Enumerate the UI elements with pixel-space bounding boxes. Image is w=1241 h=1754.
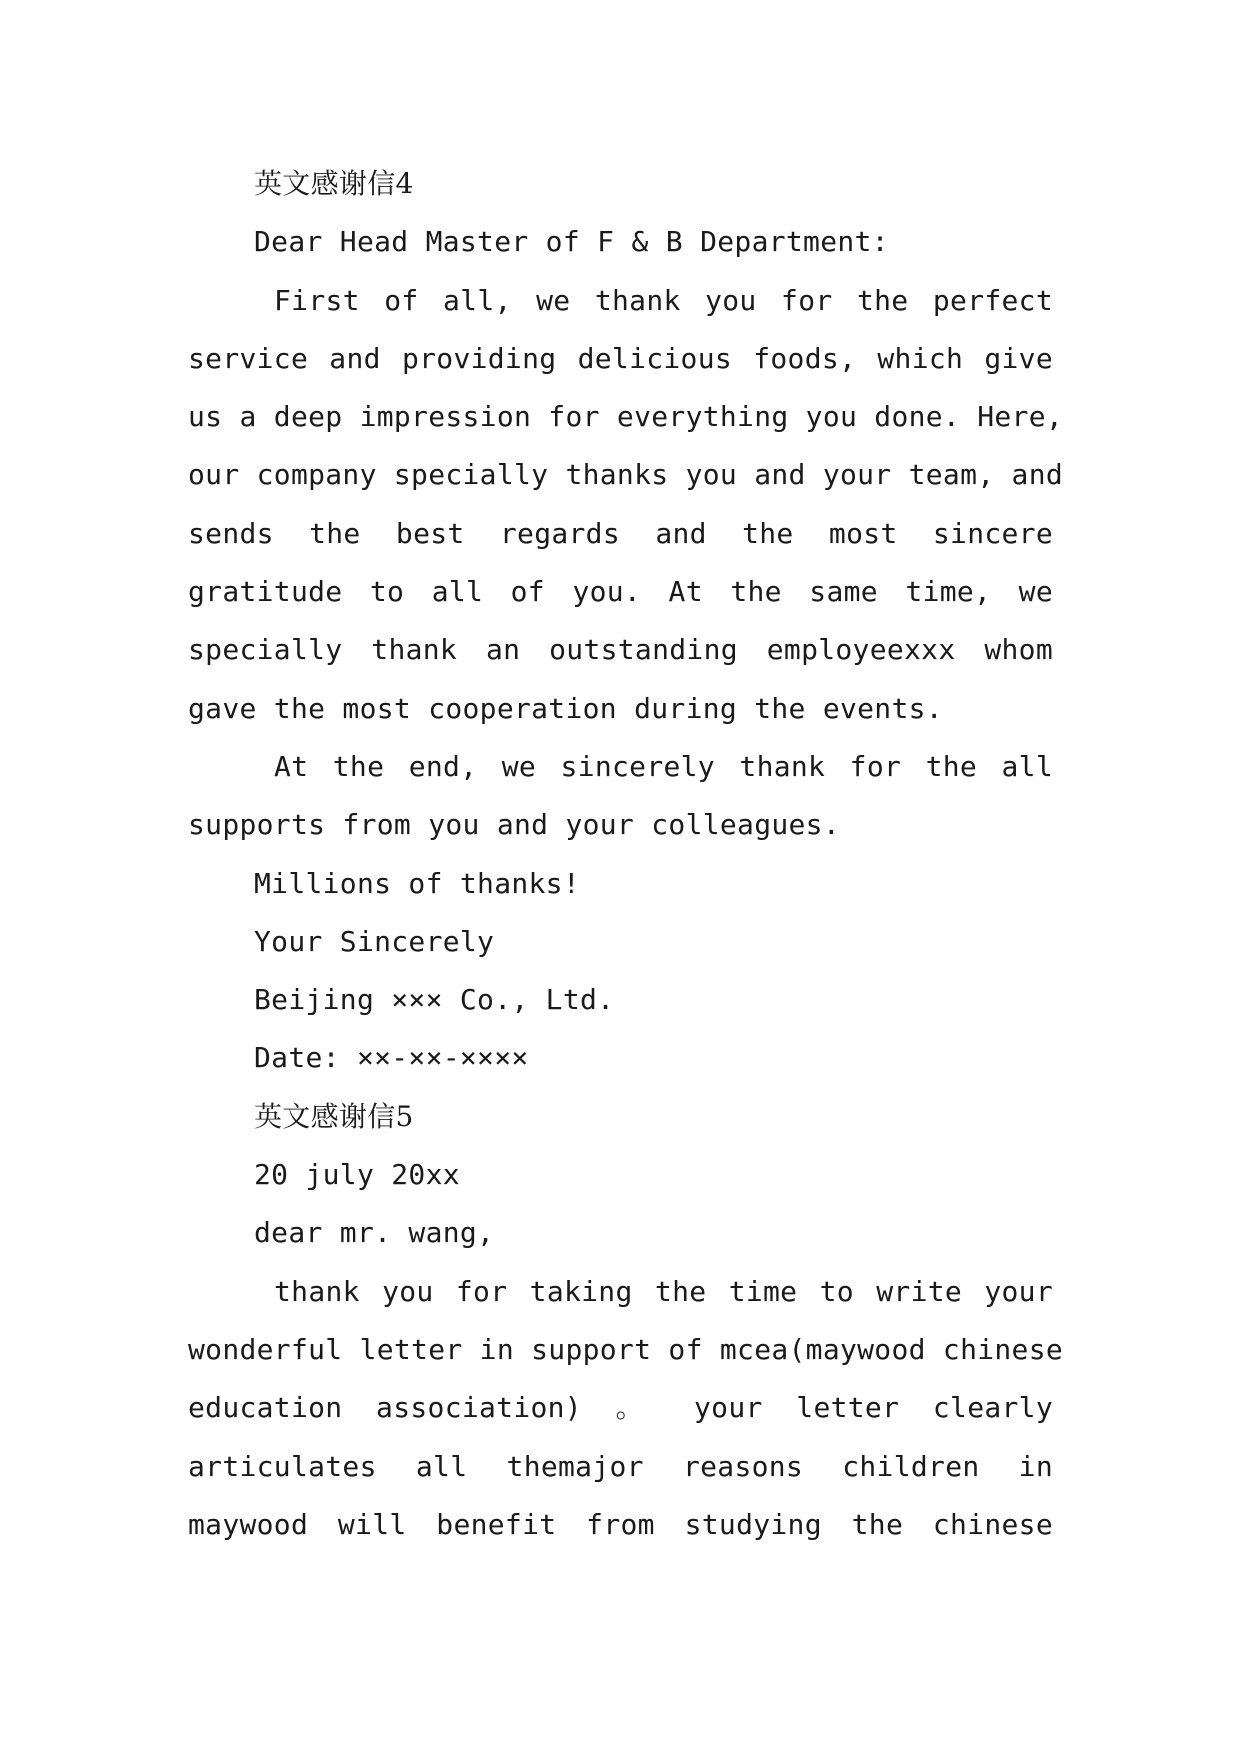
closing-line: Your Sincerely [254, 924, 495, 958]
paragraph-line: specially thank an outstanding employeexxx whom [188, 633, 1053, 667]
paragraph-line: articulates all themajor reasons children in [188, 1449, 1053, 1483]
paragraph-line: First of all, we thank you for the perfect [274, 283, 1053, 317]
paragraph-line: us a deep impression for everything you done. Here, [188, 400, 1064, 434]
paragraph-line: thank you for taking the time to write your [274, 1274, 1053, 1308]
paragraph-line: gratitude to all of you. At the same time, we [188, 575, 1053, 609]
paragraph-line: gave the most cooperation during the events. [188, 691, 943, 725]
paragraph-line: education association) 。 your letter clearly [188, 1391, 1053, 1425]
paragraph-line: service and providing delicious foods, which give [188, 341, 1053, 375]
paragraph-line: our company specially thanks you and your team, and [188, 458, 1064, 492]
section-heading: 英文感谢信5 [254, 1099, 414, 1133]
paragraph-line: sends the best regards and the most sincere [188, 516, 1053, 550]
letter-body [188, 155, 1064, 1554]
salutation: Dear Head Master of F & B Department: [254, 225, 889, 259]
paragraph-line: At the end, we sincerely thank for the all [274, 749, 1053, 783]
paragraph-line: supports from you and your colleagues. [188, 808, 840, 842]
section-heading: 英文感谢信4 [254, 167, 414, 200]
paragraph-line: wonderful letter in support of mcea(maywood chinese [188, 1332, 1064, 1366]
signature-company: Beijing ××× Co., Ltd. [254, 983, 615, 1017]
letter-date: 20 july 20xx [254, 1158, 460, 1192]
salutation: dear mr. wang, [254, 1216, 495, 1250]
closing-line: Millions of thanks! [254, 866, 580, 900]
paragraph-line: maywood will benefit from studying the chinese [188, 1507, 1053, 1541]
signature-date: Date: ××-××-×××× [254, 1041, 529, 1075]
